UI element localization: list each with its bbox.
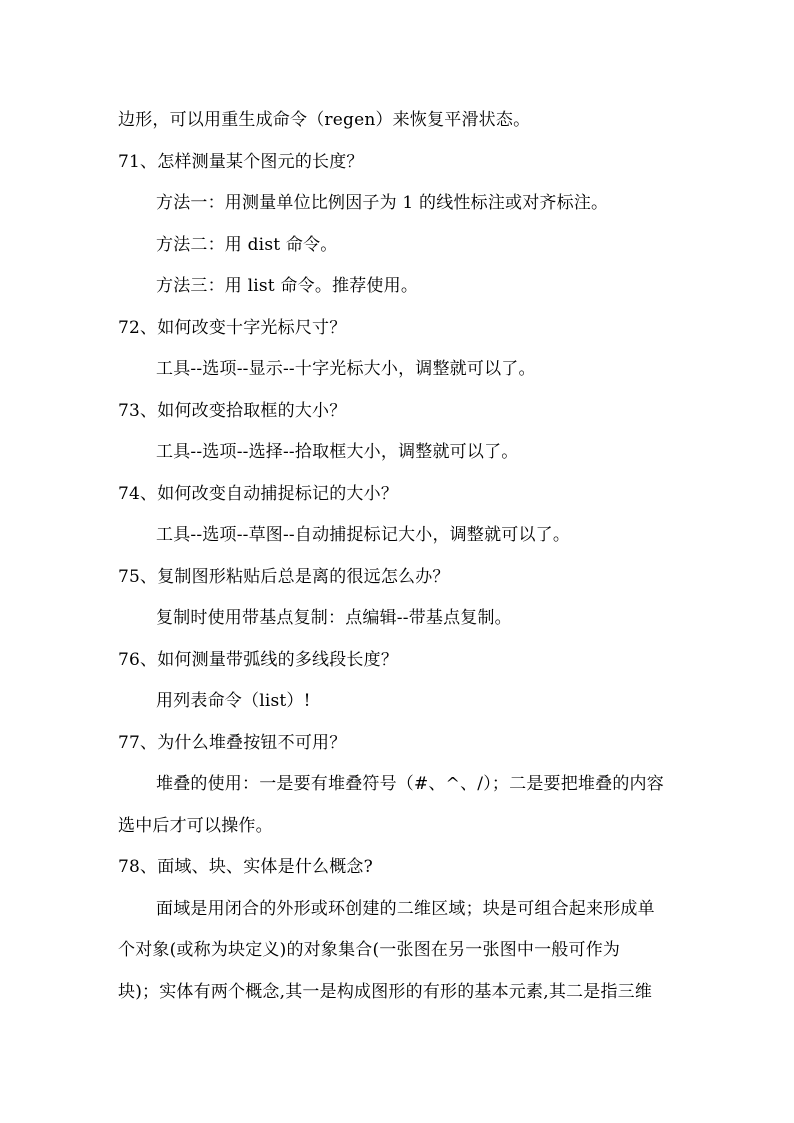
- question-heading: 73、如何改变拾取框的大小？: [118, 400, 347, 421]
- question-heading: 71、怎样测量某个图元的长度？: [118, 151, 364, 172]
- question-heading: 74、如何改变自动捕捉标记的大小？: [118, 483, 399, 504]
- answer-line: 方法三：用 list 命令。推荐使用。: [156, 276, 419, 296]
- answer-line: 工具--选项--显示--十字光标大小，调整就可以了。: [156, 359, 536, 379]
- answer-line: 选中后才可以操作。: [118, 815, 273, 836]
- answer-line: 复制时使用带基点复制：点编辑--带基点复制。: [156, 608, 512, 628]
- text-line: 边形，可以用重生成命令（regen）来恢复平滑状态。: [118, 110, 531, 130]
- answer-line: 用列表命令（list）!: [156, 691, 311, 711]
- question-heading: 78、面域、块、实体是什么概念?: [118, 857, 373, 877]
- question-heading: 72、如何改变十字光标尺寸？: [118, 317, 347, 338]
- answer-line: 个对象(或称为块定义)的对象集合(一张图在另一张图中一般可作为: [118, 940, 621, 960]
- answer-line: 堆叠的使用：一是要有堆叠符号（#、^、/）；二是要把堆叠的内容: [156, 774, 664, 794]
- answer-line: 工具--选项--选择--拾取框大小，调整就可以了。: [156, 442, 519, 462]
- answer-line: 方法二：用 dist 命令。: [156, 234, 338, 255]
- question-heading: 76、如何测量带弧线的多线段长度？: [118, 649, 399, 670]
- answer-line: 块)；实体有两个概念,其一是构成图形的有形的基本元素,其二是指三维: [118, 981, 653, 1002]
- question-heading: 75、复制图形粘贴后总是离的很远怎么办？: [118, 566, 450, 587]
- answer-line: 工具--选项--草图--自动捕捉标记大小，调整就可以了。: [156, 525, 571, 545]
- question-heading: 77、为什么堆叠按钮不可用？: [118, 732, 347, 753]
- answer-line: 方法一：用测量单位比例因子为 1 的线性标注或对齐标注。: [156, 193, 609, 213]
- document-body: [118, 100, 678, 1013]
- answer-line: 面域是用闭合的外形或环创建的二维区域；块是可组合起来形成单: [156, 898, 655, 919]
